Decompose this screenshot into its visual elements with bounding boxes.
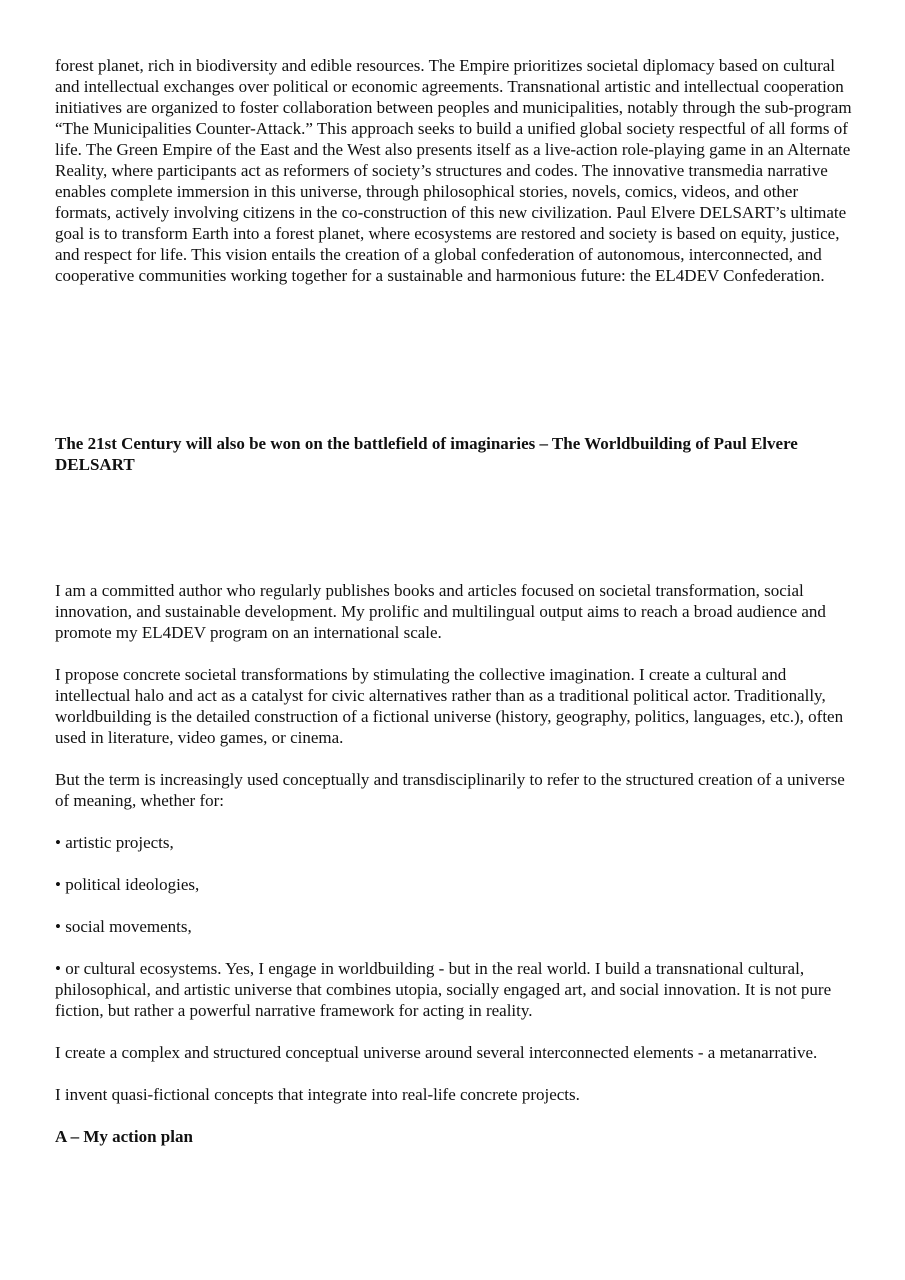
body-paragraph: I propose concrete societal transformations by stimulating the collective imagination. I create a cultural and intellectual halo and act as a catalyst for civic alternatives rather than as a traditional political actor. Traditionally, worldbuilding is the detailed construction of a fictional universe (history, geography, politics, languages, etc.), often used in literature, video games, or cinema. xyxy=(55,665,844,747)
document-page xyxy=(55,55,855,1147)
bullet-item: • social movements, xyxy=(55,917,192,936)
body-paragraph: I invent quasi-fictional concepts that integrate into real-life concrete projects. xyxy=(55,1085,580,1104)
body-paragraph: I create a complex and structured conceptual universe around several interconnected elements - a metanarrative. xyxy=(55,1043,818,1062)
bullet-item: • political ideologies, xyxy=(55,875,200,894)
subheading: A – My action plan xyxy=(55,1127,193,1146)
intro-paragraph: forest planet, rich in biodiversity and edible resources. The Empire prioritizes societal diplomacy based on cultural and intellectual exchanges over political or economic agreements. Transnational artistic and intellectual cooperation initiatives are organized to foster collaboration between peoples and municipalities, notably through the sub-program “The Municipalities Counter-Attack.” This approach seeks to build a unified global society respectful of all forms of life. The Green Empire of the East and the West also presents itself as a live-action role-playing game in an Alternate Reality, where participants act as reformers of society’s structures and codes. The innovative transmedia narrative enables complete immersion in this universe, through philosophical stories, novels, comics, videos, and other formats, actively involving citizens in the co-construction of this new civilization. Paul Elvere DELSART’s ultimate goal is to transform Earth into a forest planet, where ecosystems are restored and society is based on equity, justice, and respect for life. This vision entails the creation of a global confederation of autonomous, interconnected, and cooperative communities working together for a sustainable and harmonious future: the EL4DEV Confederation. xyxy=(55,56,852,285)
section-heading: The 21st Century will also be won on the battlefield of imaginaries – The Worldbuilding of Paul Elvere DELSART xyxy=(55,434,798,474)
bullet-item: • or cultural ecosystems. Yes, I engage in worldbuilding - but in the real world. I build a transnational cultural, philosophical, and artistic universe that combines utopia, socially engaged art, and social innovation. It is not pure fiction, but rather a powerful narrative framework for acting in reality. xyxy=(55,959,832,1020)
body-paragraph: But the term is increasingly used conceptually and transdisciplinarily to refer to the structured creation of a universe of meaning, whether for: xyxy=(55,770,845,810)
bullet-item: • artistic projects, xyxy=(55,833,174,852)
body-paragraph: I am a committed author who regularly publishes books and articles focused on societal transformation, social innovation, and sustainable development. My prolific and multilingual output aims to reach a broad audience and promote my EL4DEV program on an international scale. xyxy=(55,581,826,642)
